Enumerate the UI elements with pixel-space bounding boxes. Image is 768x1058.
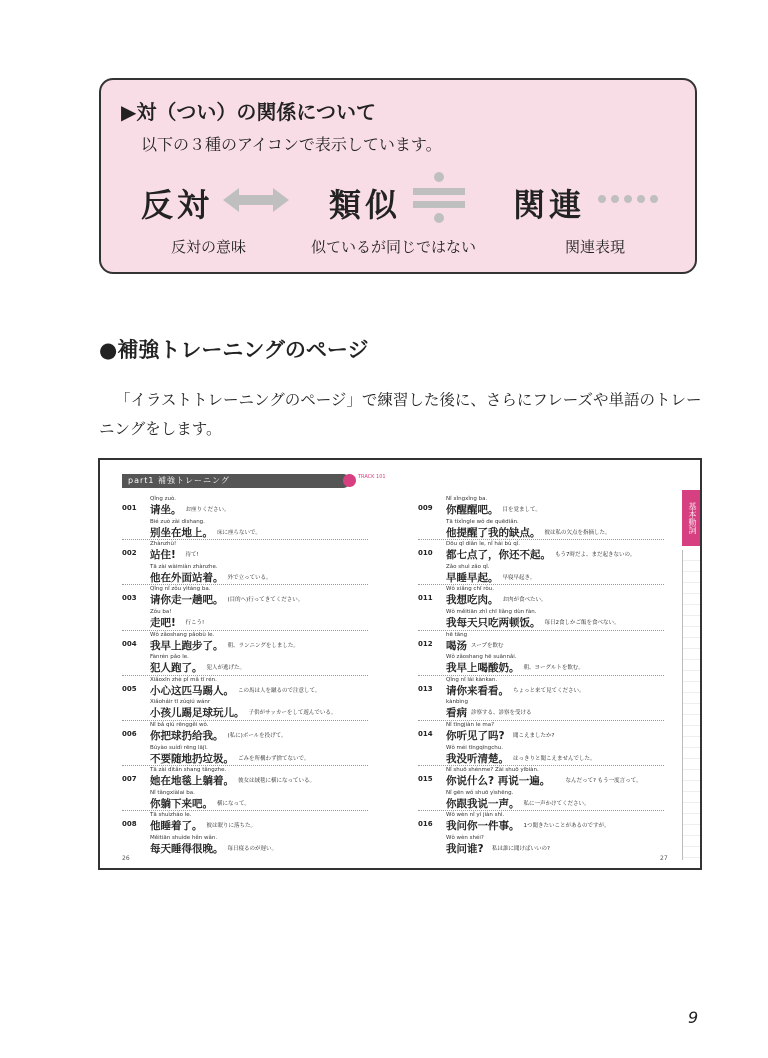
entry-japanese: 子供がサッカーをして遊んでいる。 bbox=[248, 710, 337, 717]
section-intro: 「イラストトレーニングのページ」で練習した後に、さらにフレーズや単語のトレーニングをします。 bbox=[99, 391, 702, 438]
entry-number: 012 bbox=[418, 639, 433, 648]
book-spread-preview bbox=[98, 458, 702, 870]
entry-chinese: 她在地毯上躺着。 bbox=[150, 775, 234, 788]
entry-japanese: 私は誰に聞けばいいの? bbox=[492, 846, 550, 852]
entry-japanese: 毎日寝るのが遅い。 bbox=[227, 846, 278, 852]
entry-chinese: 喝汤 bbox=[446, 639, 467, 652]
entry-pinyin: Nǐ gēn wǒ shuō yìshēng. bbox=[446, 789, 514, 796]
entry-number: 006 bbox=[122, 730, 137, 738]
entry-pinyin: Nǐ tǎngxiàlai ba. bbox=[150, 789, 195, 796]
entry-pinyin: Wǒ wèn shéi? bbox=[446, 835, 484, 841]
entry-separator bbox=[122, 675, 368, 676]
entry-number: 010 bbox=[418, 549, 433, 558]
entry-pinyin: Xiǎoxīn zhè pǐ mǎ tī rén. bbox=[150, 676, 217, 683]
entry-pinyin: Tā zài wàimiàn zhànzhe. bbox=[150, 563, 218, 570]
term-opposite: 反対 bbox=[141, 186, 214, 224]
entry-pinyin: Qǐng nǐ zǒu yìtàng ba. bbox=[150, 586, 211, 593]
entry-chinese: 小孩儿踢足球玩儿。 bbox=[150, 707, 245, 720]
entry-chinese: 他睡着了。 bbox=[150, 820, 203, 833]
entry-japanese: 朝、ヨーグルトを飲む。 bbox=[523, 665, 584, 672]
entry-number: 008 bbox=[122, 820, 137, 829]
entry-pinyin: Nǐ bǎ qiú rēnggěi wǒ. bbox=[150, 722, 209, 728]
track-icon bbox=[343, 474, 356, 487]
nearly-equal-icon bbox=[409, 170, 469, 224]
entry-chinese: 小心这匹马踢人。 bbox=[150, 684, 234, 697]
entry-chinese: 看病 bbox=[446, 707, 467, 720]
entry-pinyin: Wǒ měitiān zhǐ chī liǎng dùn fàn. bbox=[446, 609, 537, 615]
entry-pinyin: Zǎo shuì zǎo qǐ. bbox=[446, 563, 490, 570]
entry-pinyin: Nǐ shuō shénme? Zài shuō yíbiàn. bbox=[446, 767, 539, 774]
entry-number: 015 bbox=[418, 775, 433, 784]
entry-chinese: 请你来看看。 bbox=[446, 684, 509, 697]
entry-japanese: 毎日2食しかご飯を食べない。 bbox=[544, 620, 620, 626]
dotted-line-icon bbox=[595, 192, 659, 206]
page-number: 9 bbox=[688, 1008, 699, 1027]
relation-box bbox=[99, 78, 697, 274]
entry-chinese: 每天睡得很晚。 bbox=[150, 843, 224, 855]
entry-chinese: 站住! bbox=[150, 549, 176, 562]
entry-chinese: 他提醒了我的缺点。 bbox=[446, 526, 541, 539]
entry-chinese: 别坐在地上。 bbox=[150, 526, 213, 539]
entry-pinyin: Nǐ tīngjiàn le ma? bbox=[446, 722, 495, 728]
entry-pinyin: Wǒ méi tīngqīngchu. bbox=[446, 744, 503, 751]
entry-pinyin: Měitiān shuìde hěn wǎn. bbox=[150, 835, 218, 841]
entry-pinyin: Zhànzhù! bbox=[150, 541, 177, 548]
left-page-number: 26 bbox=[122, 855, 130, 862]
entry-number: 013 bbox=[418, 684, 433, 693]
term-similar: 類似 bbox=[329, 186, 402, 224]
entry-japanese: (私に)ボールを投げて。 bbox=[227, 733, 287, 739]
entry-number: 002 bbox=[122, 549, 137, 558]
entry-number: 011 bbox=[418, 594, 433, 603]
entry-japanese: 目を覚まして。 bbox=[502, 507, 541, 513]
entry-number: 005 bbox=[122, 684, 137, 693]
entry-pinyin: Wǒ zǎoshang hē suānnǎi. bbox=[446, 654, 517, 661]
relation-box-subtitle: 以下の３種のアイコンで表示しています。 bbox=[141, 135, 442, 154]
entry-japanese: 犯人が逃げた。 bbox=[206, 665, 246, 672]
entry-japanese: 待て! bbox=[185, 552, 199, 559]
entry-japanese: もう7時だよ、まだ起きないの。 bbox=[555, 552, 636, 559]
entry-pinyin: Xiǎoháir tī zúqiú wánr bbox=[150, 699, 211, 706]
entry-pinyin: Dōu qī diǎn le, nǐ hái bù qǐ. bbox=[446, 541, 521, 548]
entry-japanese: 診察する、診察を受ける bbox=[471, 710, 532, 717]
entry-japanese: 早寝早起き。 bbox=[502, 574, 536, 581]
entry-japanese: (目的へ)行ってきてください。 bbox=[227, 597, 304, 604]
entry-japanese: 外で立っている。 bbox=[227, 574, 272, 581]
entry-pinyin: Zǒu ba! bbox=[150, 609, 172, 615]
double-arrow-icon bbox=[219, 184, 293, 216]
entry-chinese: 走吧! bbox=[150, 617, 176, 629]
entry-japanese: お肉が食べたい。 bbox=[502, 597, 547, 604]
entry-japanese: なんだって? もう一度言って。 bbox=[565, 778, 642, 785]
entry-pinyin: Fànrén pǎo le. bbox=[150, 654, 189, 661]
entry-chinese: 你醒醒吧。 bbox=[446, 504, 499, 516]
entry-separator bbox=[418, 630, 664, 631]
entry-japanese: お座りください。 bbox=[185, 507, 230, 513]
entry-japanese: 聞こえましたか? bbox=[513, 733, 555, 739]
entry-pinyin: Wǒ xiǎng chī ròu. bbox=[446, 586, 494, 593]
entry-japanese: 行こう! bbox=[185, 620, 205, 626]
entry-chinese: 你跟我说一声。 bbox=[446, 797, 520, 810]
entry-pinyin: Bié zuò zài dìshang. bbox=[150, 518, 205, 525]
entry-chinese: 犯人跑了。 bbox=[150, 662, 203, 675]
entry-chinese: 你听见了吗? bbox=[446, 730, 505, 742]
side-tab: 基本動詞 bbox=[682, 490, 702, 546]
entry-japanese: 彼は私の欠点を指摘した。 bbox=[544, 529, 611, 536]
entry-chinese: 我每天只吃两顿饭。 bbox=[446, 617, 541, 629]
entry-pinyin: Tā tíxǐngle wǒ de quēdiǎn. bbox=[446, 518, 519, 525]
entry-japanese: 彼は眠りに落ちた。 bbox=[206, 823, 257, 830]
entry-japanese: はっきりと聞こえませんでした。 bbox=[513, 755, 596, 762]
entry-chinese: 你躺下来吧。 bbox=[150, 797, 213, 810]
entry-chinese: 都七点了，你还不起。 bbox=[446, 549, 551, 562]
entry-chinese: 我问谁? bbox=[446, 843, 484, 855]
entry-japanese: 横になって。 bbox=[217, 800, 250, 807]
entry-pinyin: hē tāng bbox=[446, 631, 468, 638]
entry-chinese: 不要随地扔垃圾。 bbox=[150, 752, 234, 765]
entry-chinese: 我想吃肉。 bbox=[446, 594, 499, 607]
section-title: ●補強トレーニングのページ bbox=[99, 338, 369, 362]
track-label: TRACK 101 bbox=[358, 474, 386, 480]
caption-related: 関連表現 bbox=[565, 238, 626, 256]
entry-chinese: 请你走一趟吧。 bbox=[150, 594, 224, 607]
caption-opposite: 反対の意味 bbox=[171, 238, 247, 256]
entry-japanese: スープを飲む bbox=[471, 642, 504, 649]
entry-chinese: 我早上喝酸奶。 bbox=[446, 662, 520, 675]
entry-chinese: 我问你一件事。 bbox=[446, 820, 520, 833]
entry-chinese: 他在外面站着。 bbox=[150, 571, 224, 584]
entry-number: 007 bbox=[122, 775, 137, 784]
entry-japanese: 朝、ランニングをしました。 bbox=[227, 642, 299, 649]
entry-number: 009 bbox=[418, 504, 433, 512]
spread-header: part1 補強トレーニング bbox=[122, 474, 350, 488]
entry-chinese: 我没听清楚。 bbox=[446, 752, 509, 765]
right-page-number: 27 bbox=[660, 855, 668, 862]
entry-pinyin: Qǐng zuò. bbox=[150, 496, 176, 502]
chapter-index-strip bbox=[682, 550, 702, 860]
entry-number: 001 bbox=[122, 504, 137, 512]
caption-similar: 似ているが同じではない bbox=[311, 238, 477, 256]
entry-separator bbox=[418, 675, 664, 676]
entry-chinese: 早睡早起。 bbox=[446, 571, 499, 584]
entry-japanese: この馬は人を蹴るので注意して。 bbox=[238, 687, 321, 694]
relation-box-title: ▶対（つい）の関係について bbox=[121, 100, 376, 124]
entry-separator bbox=[122, 630, 368, 631]
entry-chinese: 请坐。 bbox=[150, 504, 182, 516]
entry-number: 016 bbox=[418, 820, 433, 829]
entry-separator bbox=[122, 720, 368, 721]
entry-number: 003 bbox=[122, 594, 137, 603]
entry-japanese: 彼女は絨毯に横になっている。 bbox=[238, 778, 316, 785]
entry-chinese: 我早上跑步了。 bbox=[150, 639, 224, 652]
entry-pinyin: Qǐng nǐ lái kànkan. bbox=[446, 676, 498, 683]
entry-japanese: 1つ聞きたいことがあるのですが。 bbox=[523, 823, 610, 830]
entry-pinyin: Tā shuìzháo le. bbox=[150, 812, 192, 819]
entry-chinese: 你把球扔给我。 bbox=[150, 730, 224, 742]
entry-japanese: ちょっと来て見てください。 bbox=[513, 687, 585, 694]
entry-pinyin: Tā zài dìtǎn shang tǎngzhe. bbox=[150, 767, 227, 774]
entry-pinyin: kànbìng bbox=[446, 699, 468, 706]
entry-separator bbox=[418, 720, 664, 721]
term-related: 関連 bbox=[513, 186, 586, 224]
entry-pinyin: Wǒ zǎoshang pǎobù le. bbox=[150, 631, 215, 638]
entry-pinyin: Nǐ xǐngxǐng ba. bbox=[446, 496, 488, 502]
entry-japanese: 私に一声かけてください。 bbox=[523, 800, 590, 807]
entry-pinyin: Búyào suídì rēng lājī. bbox=[150, 744, 208, 751]
entry-japanese: 床に座らないで。 bbox=[217, 529, 261, 536]
entry-japanese: ごみを所構わず捨てないで。 bbox=[238, 755, 310, 762]
entry-number: 014 bbox=[418, 730, 433, 738]
entry-number: 004 bbox=[122, 639, 137, 648]
entry-pinyin: Wǒ wèn nǐ yí jiàn shì. bbox=[446, 812, 505, 819]
entry-chinese: 你说什么? 再说一遍。 bbox=[446, 775, 551, 788]
